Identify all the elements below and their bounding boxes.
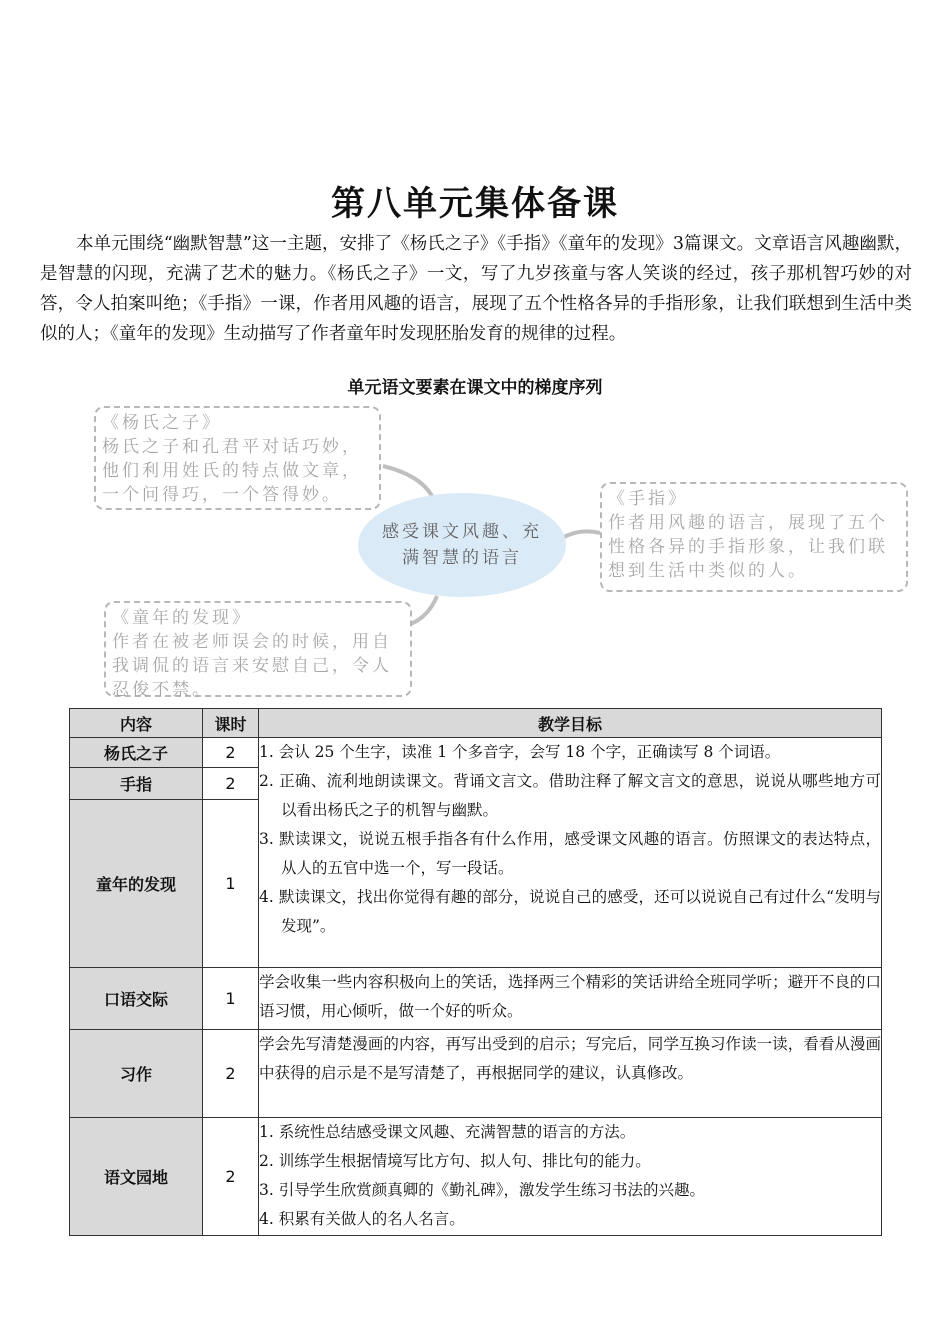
list-item: 4. 默读课文，找出你觉得有趣的部分，说说自己的感受，还可以说说自己有过什么“发明与发现”。 <box>259 888 881 935</box>
row-hours: 2 <box>203 768 259 800</box>
node-title: 《杨氏之子》 <box>102 413 222 433</box>
connector-shouzhi <box>562 531 600 538</box>
center-text: 感受课文风趣、充满智慧的语言 <box>382 522 542 568</box>
node-title: 《童年的发现》 <box>112 608 252 628</box>
mindmap-center <box>358 493 566 597</box>
page-title: 第八单元集体备课 <box>331 184 619 224</box>
row-hours: 1 <box>203 800 259 968</box>
row-content: 童年的发现 <box>70 800 203 968</box>
list-item: 1. 系统性总结感受课文风趣、充满智慧的语言的方法。 <box>259 1123 636 1141</box>
row-content: 口语交际 <box>70 968 203 1030</box>
mindmap-node-yangshi <box>94 406 381 510</box>
list-item: 3. 默读课文，说说五根手指各有什么作用，感受课文风趣的语言。仿照课文的表达特点，从人的五官中选一个，写一段话。 <box>259 830 881 877</box>
intro-paragraph: 本单元围绕“幽默智慧”这一主题，安排了《杨氏之子》《手指》《童年的发现》3篇课文。文章语言风趣幽默，是智慧的闪现，充满了艺术的魅力。《杨氏之子》一文，写了九岁孩童与客人笑谈的经过，孩子那机智巧妙的对答，令人拍案叫绝；《手指》一课，作者用风趣的语言，展现了五个性格各异的手指形象，让我们联想到生活中类似的人；《童年的发现》生动描写了作者童年时发现胚胎发育的规律的过程。 <box>40 234 912 344</box>
row-hours: 1 <box>203 968 259 1030</box>
row-goals <box>259 738 882 968</box>
goal-text: 学会先写清楚漫画的内容，再写出受到的启示；写完后，同学互换习作读一读，看看从漫画中获得的启示是不是写清楚了，再根据同学的建议，认真修改。 <box>259 1035 881 1082</box>
list-item: 2. 正确、流利地朗读课文。背诵文言文。借助注释了解文言文的意思，说说从哪些地方可以看出杨氏之子的机智与幽默。 <box>259 772 881 819</box>
header-goals: 教学目标 <box>259 709 882 738</box>
list-item: 1. 会认 25 个生字，读准 1 个多音字，会写 18 个字，正确读写 8 个词语。 <box>259 743 781 761</box>
header-hours: 课时 <box>203 709 259 738</box>
list-item: 4. 积累有关做人的名人名言。 <box>259 1210 465 1228</box>
connector-tongnian <box>408 596 437 625</box>
table-header-row <box>70 709 882 738</box>
goal-list <box>259 738 881 941</box>
header-content: 内容 <box>70 709 203 738</box>
list-item: 3. 引导学生欣赏颜真卿的《勤礼碑》，激发学生练习书法的兴趣。 <box>259 1181 705 1199</box>
row-content: 语文园地 <box>70 1118 203 1236</box>
row-content: 杨氏之子 <box>70 738 203 768</box>
row-hours: 2 <box>203 1118 259 1236</box>
table-row <box>70 968 882 1030</box>
node-text: 作者用风趣的语言，展现了五个性格各异的手指形象，让我们联想到生活中类似的人。 <box>608 513 888 581</box>
row-content: 手指 <box>70 768 203 800</box>
mindmap-title: 单元语文要素在课文中的梯度序列 <box>347 378 603 398</box>
row-goals <box>259 1030 882 1118</box>
mindmap-node-tongnian <box>104 601 412 700</box>
table-row <box>70 1118 882 1236</box>
goal-text: 学会收集一些内容积极向上的笑话，选择两三个精彩的笑话讲给全班同学听；避开不良的口语习惯，用心倾听，做一个好的听众。 <box>259 973 881 1020</box>
row-hours: 2 <box>203 1030 259 1118</box>
row-goals <box>259 968 882 1030</box>
list-item: 2. 训练学生根据情境写比方句、拟人句、排比句的能力。 <box>259 1152 651 1170</box>
goal-list <box>259 1118 881 1234</box>
node-text: 作者在被老师误会的时候，用自我调侃的语言来安慰自己，令人忍俊不禁。 <box>112 632 392 700</box>
node-title: 《手指》 <box>608 489 688 509</box>
mindmap-node-shouzhi <box>600 482 908 592</box>
node-text: 杨氏之子和孔君平对话巧妙，他们利用姓氏的特点做文章，一个问得巧，一个答得妙。 <box>102 437 362 505</box>
table-row <box>70 738 882 768</box>
connector-yangshi <box>383 466 432 496</box>
row-goals <box>259 1118 882 1236</box>
row-content: 习作 <box>70 1030 203 1118</box>
table-row <box>70 1030 882 1118</box>
teaching-plan-table <box>69 708 882 1236</box>
row-hours: 2 <box>203 738 259 768</box>
